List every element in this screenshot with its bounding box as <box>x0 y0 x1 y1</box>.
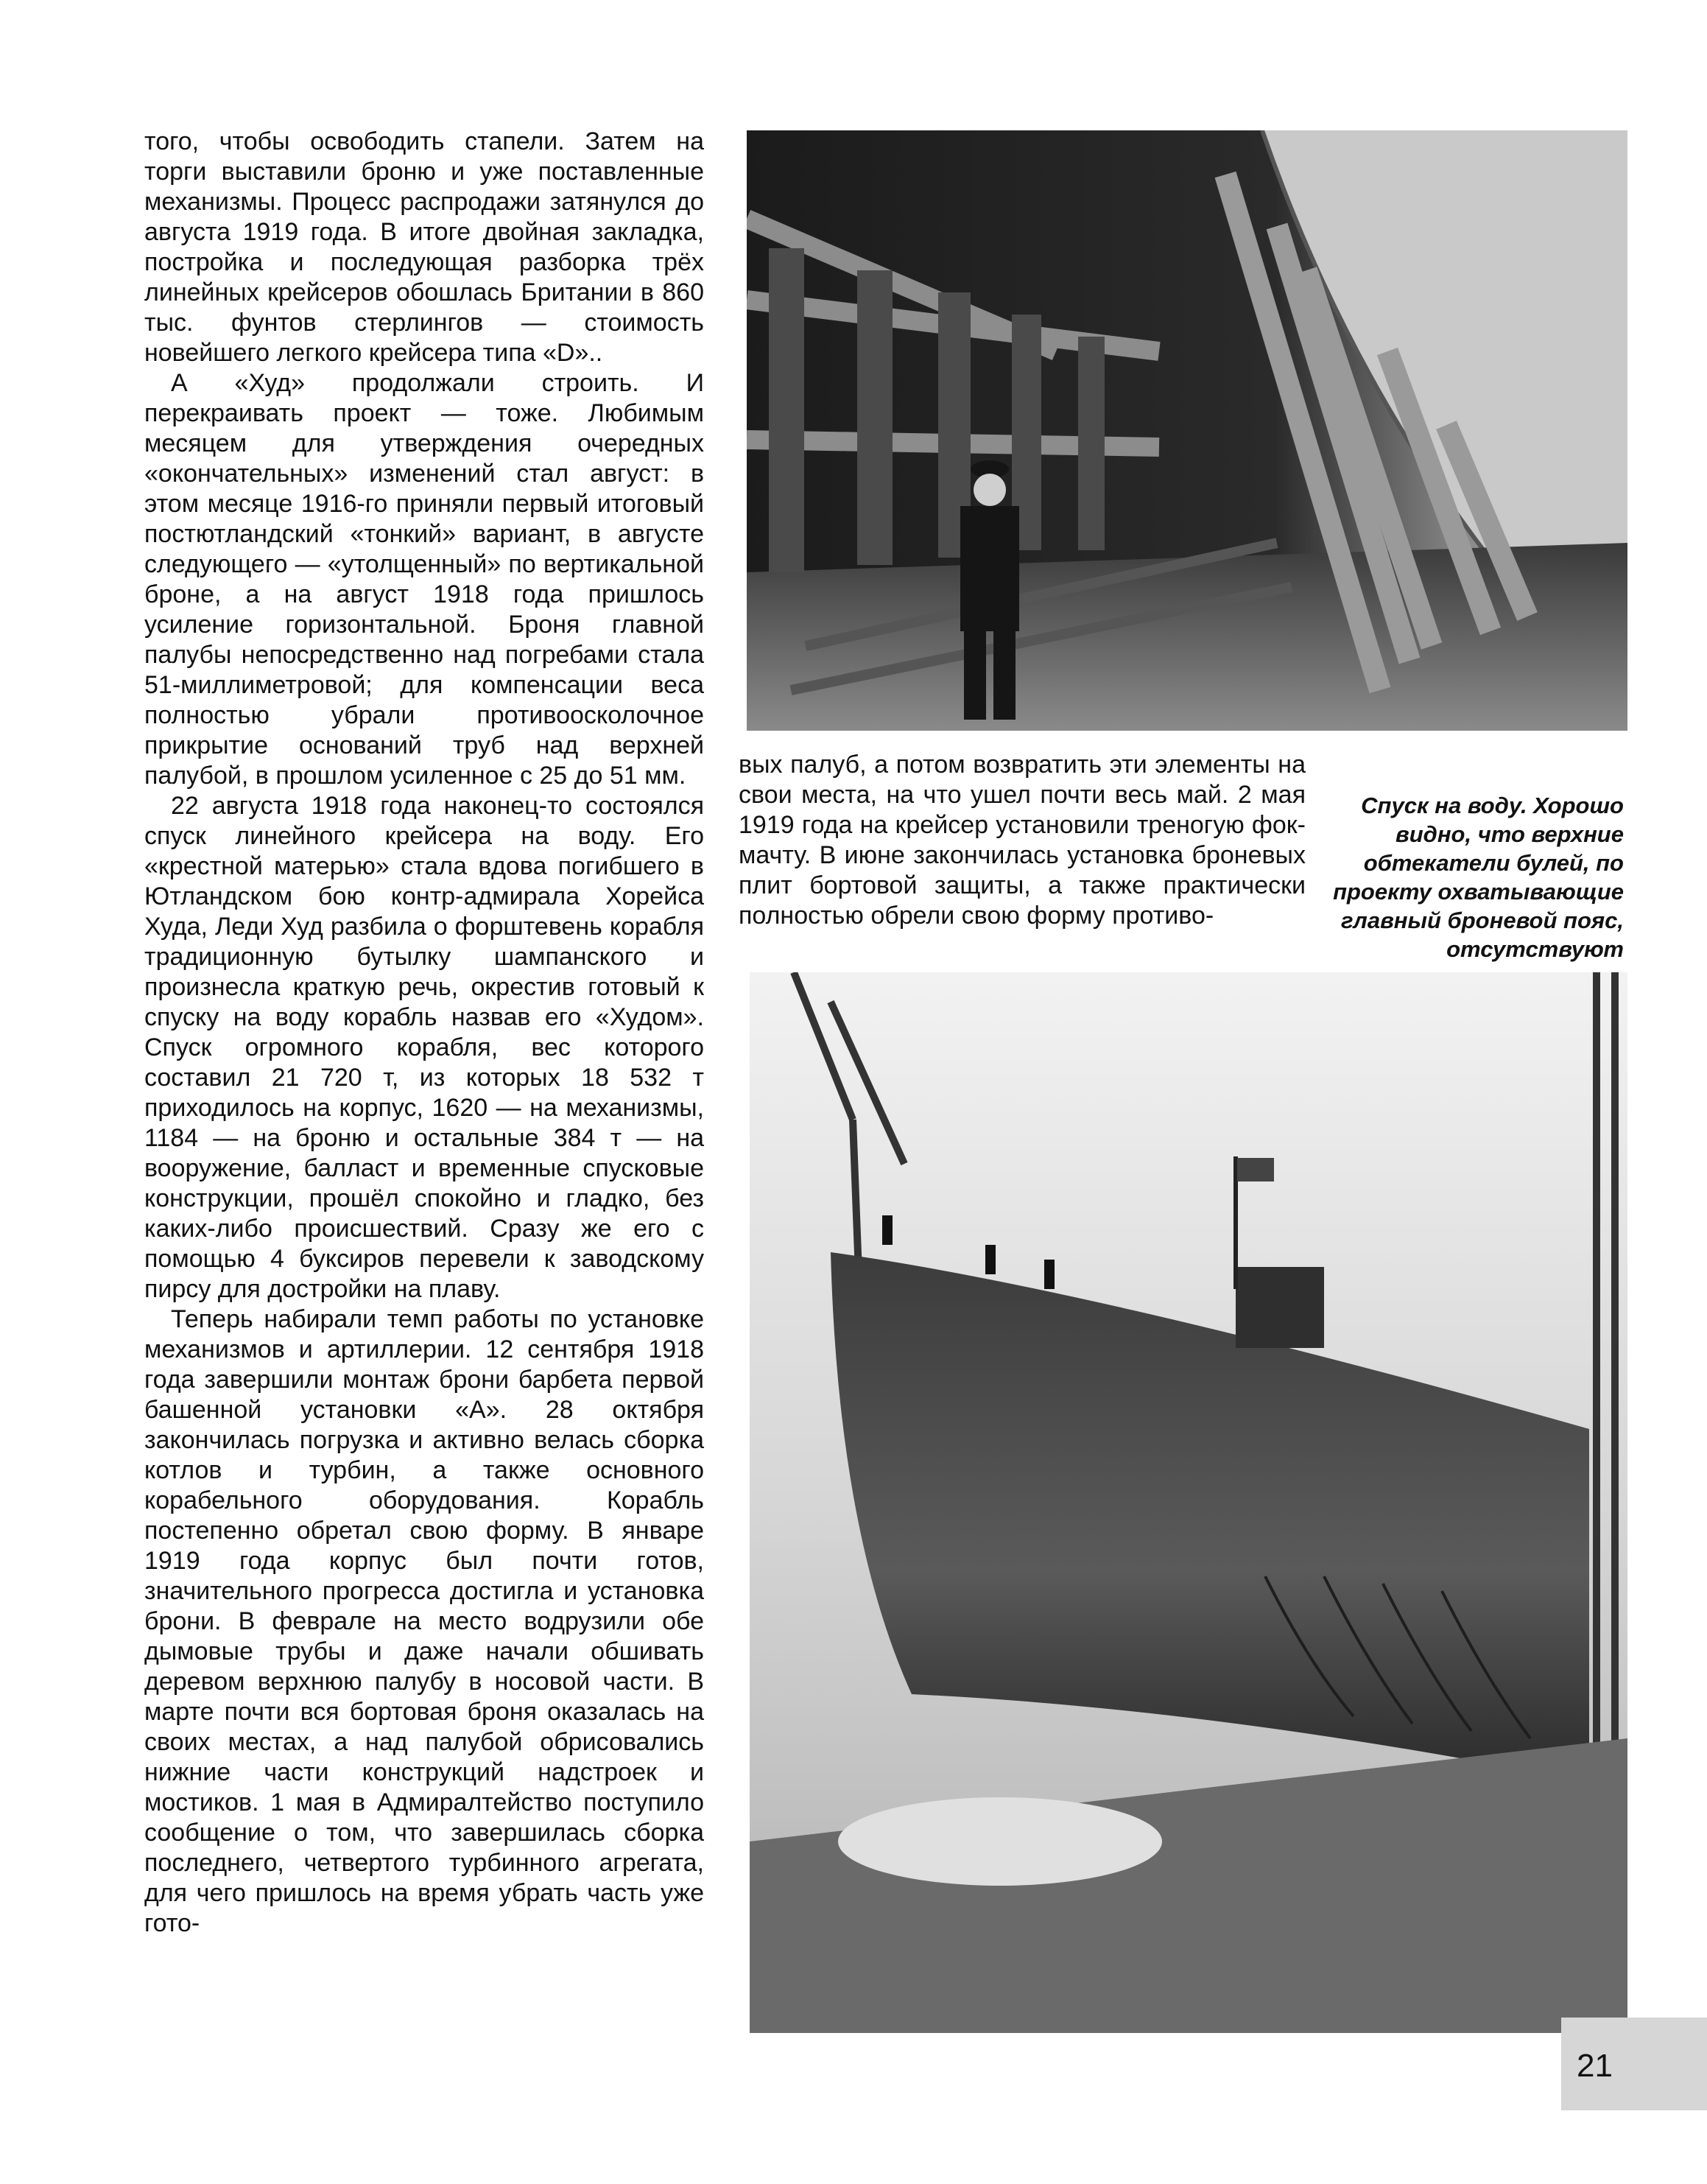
paragraph-1: того, чтобы освободить стапели. Затем на торги выставили броню и уже поставленные механизмы. Процесс распродажи затянулся до августа 1919 года. В итоге двойная закладка, постройка и последующая разборка трёх линейных крейсеров обошлась Британии в 860 тыс. фунтов стерлингов — стоимость новейшего легкого крейсера типа «D».. <box>144 127 704 367</box>
photo-slipway <box>747 130 1627 731</box>
paragraph-2: А «Худ» продолжали строить. И перекраивать проект — тоже. Любимым месяцем для утверждения очередных «окончательных» изменений стал август: в этом месяце 1916-го приняли первый итоговый постютландский «тонкий» вариант, в августе следующего — «утолщенный» по вертикальной броне, а на август 1918 года пришлось усиление горизонтальной. Броня главной палубы непосредственно над погребами стала 51-миллиметровой; для компенсации веса полностью убрали противоосколочное прикрытие оснований труб над верхней палубой, в прошлом усиленное с 25 до 51 мм. <box>144 369 704 790</box>
paragraph-continued: вых палуб, а потом возвратить эти элементы на свои места, на что ушел почти весь май. 2 мая 1919 года на крейсер установили треногую фок-мачту. В июне закончилась установка броневых плит бортовой защиты, а также практически полностью обрели свою форму противо- <box>739 751 1306 930</box>
paragraph-4: Теперь набирали темп работы по установке механизмов и артиллерии. 12 сентября 1918 года завершили монтаж брони барбета первой башенной установки «А». 28 октября закончилась погрузка и активно велась сборка котлов и турбин, а также основного корабельного оборудования. Корабль постепенно обретал свою форму. В январе 1919 года корпус был почти готов, значительного прогресса достигла и установка брони. В феврале на место водрузили обе дымовые трубы и даже начали обшивать деревом верхнюю палубу в носовой части. В марте почти вся бортовая броня оказалась на своих местах, а над палубой обрисовались нижние части конструкций надстроек и мостиков. 1 мая в Адмиралтейство поступило сообщение о том, что завершилась сборка последнего, четвертого турбинного агрегата, для чего пришлось на время убрать часть уже гото- <box>144 1305 704 1937</box>
article-column-middle <box>739 750 1306 931</box>
paragraph-3: 22 августа 1918 года наконец-то состоялся спуск линейного крейсера на воду. Его «крестной матерью» стала вдова погибшего в Ютландском бою контр-адмирала Хорейса Худа, Леди Худ разбила о форштевень корабля традиционную бутылку шампанского и произнесла краткую речь, окрестив готовый к спуску на воду корабль назвав его «Худом». Спуск огромного корабля, вес которого составил 21 720 т, из которых 18 532 т приходилось на корпус, 1620 — на механизмы, 1184 — на броню и остальные 384 т — на вооружение, балласт и временные спусковые конструкции, прошёл спокойно и гладко, без каких-либо происшествий. Сразу же его с помощью 4 буксиров перевели к заводскому пирсу для достройки на плаву. <box>144 792 704 1303</box>
page-number: 21 <box>1577 2048 1613 2084</box>
article-column-left <box>144 127 704 1939</box>
photo-caption: Спуск на воду. Хорошо видно, что верхние обтекатели булей, по проекту охватывающие главный броневой пояс, отсутствуют <box>1333 793 1624 962</box>
photo-ship-launch <box>750 972 1627 2033</box>
